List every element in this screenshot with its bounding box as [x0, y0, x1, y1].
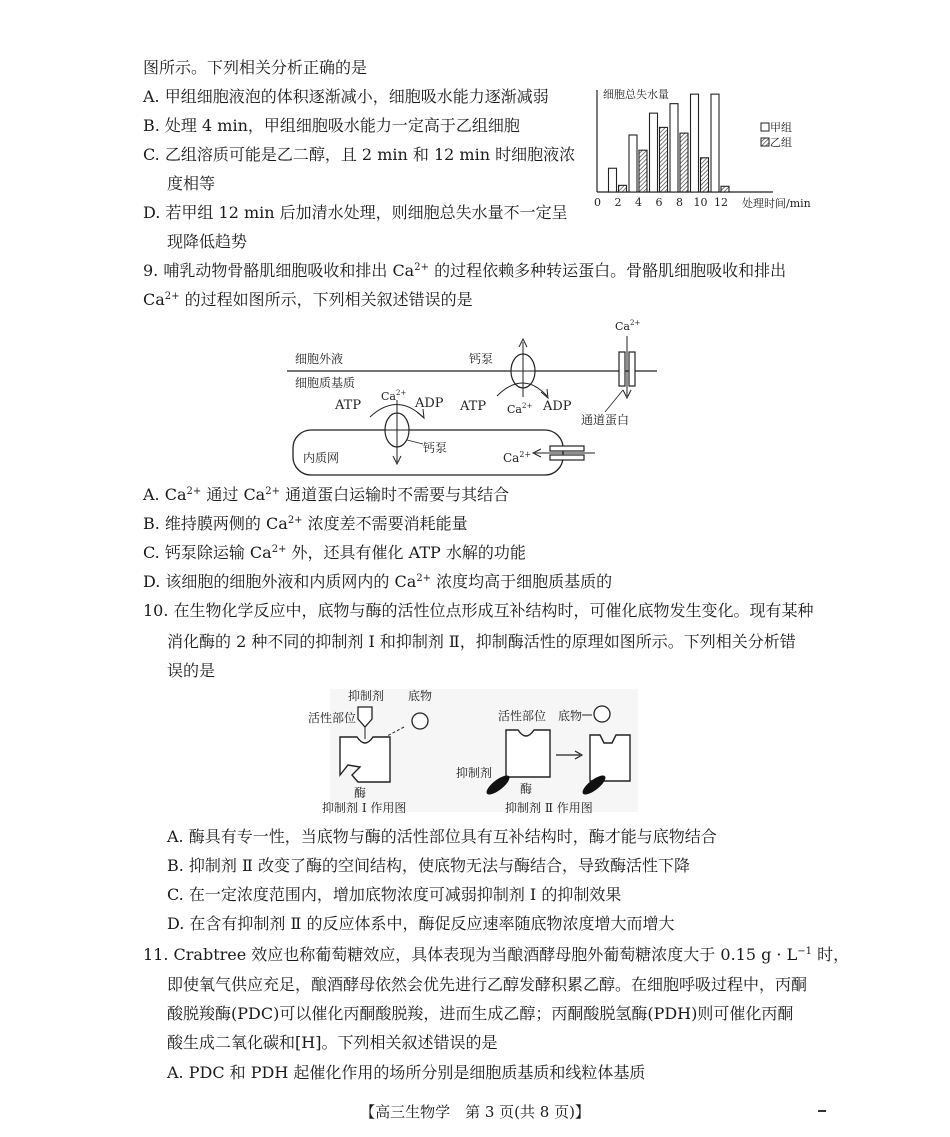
bar-jia-12 [711, 94, 719, 192]
calcium-channel-membrane [619, 352, 625, 386]
q8-option-c-line1: C. 乙组溶质可能是乙二醇，且 2 min 和 12 min 时细胞液浓 [143, 145, 576, 164]
q9-stem-line2: $Ca^{2+}$ 的过程如图所示，下列相关叙述错误的是 [143, 290, 473, 309]
enzyme-2-normal [506, 730, 550, 777]
q10-option-a: A. 酶具有专一性，当底物与酶的活性部位具有互补结构时，酶才能与底物结合 [167, 827, 717, 846]
x-tick-12: 12 [714, 196, 728, 209]
q10-option-d: D. 在含有抑制剂 Ⅱ 的反应体系中，酶促反应速率随底物浓度增大而增大 [167, 914, 675, 933]
page-footer: 【高三生物学 第 3 页(共 8 页)】 [360, 1103, 590, 1121]
x-tick-10: 10 [693, 196, 708, 209]
label-cytoplasm: 细胞质基质 [295, 376, 356, 390]
q10-option-b: B. 抑制剂 Ⅱ 改变了酶的空间结构，使底物无法与酶结合，导致酶活性下降 [167, 856, 690, 875]
q9-option-b: B. 维持膜两侧的 $Ca^{2+}$ 浓度差不需要消耗能量 [143, 514, 468, 533]
calcium-transport-diagram [285, 312, 665, 482]
q10-stem-line3: 误的是 [167, 661, 216, 680]
q11-stem-line3: 酸脱羧酶(PDC)可以催化丙酮酸脱羧，进而生成乙醇；丙酮酸脱氢酶(PDH)则可催化丙酮 [167, 1004, 794, 1023]
corner-mark [818, 1110, 826, 1112]
calcium-channel-er [550, 446, 584, 451]
substrate-2 [594, 706, 610, 722]
bar-yi-2 [619, 185, 627, 192]
legend-swatch-yi [761, 138, 769, 146]
atp-label-top: ATP [460, 399, 487, 414]
bar-jia-4 [629, 135, 637, 192]
label-extracellular: 细胞外液 [295, 352, 344, 366]
legend-label-jia: 甲组 [770, 121, 792, 134]
label-inhibitor-2: 抑制剂 [456, 766, 493, 780]
q8-option-c-line2: 度相等 [167, 174, 216, 193]
bar-yi-12 [721, 186, 729, 192]
bar-yi-4 [639, 150, 647, 192]
label-substrate-1: 底物 [408, 689, 433, 703]
ca-label-channel: $Ca^{2+}$ [615, 319, 641, 333]
bar-yi-6 [660, 127, 668, 192]
q9-stem-line1: 9. 哺乳动物骨骼肌细胞吸收和排出 $Ca^{2+}$ 的过程依赖多种转运蛋白。骨骼肌细胞吸收和排出 [143, 261, 787, 280]
x-tick-4: 4 [635, 196, 642, 209]
label-active-site-2: 活性部位 [498, 709, 547, 723]
q9-option-a: A. $Ca^{2+}$ 通过 $Ca^{2+}$ 通道蛋白运输时不需要与其结合 [143, 485, 510, 504]
bar-jia-6 [650, 113, 658, 192]
bar-yi-10 [701, 158, 709, 192]
label-er: 内质网 [303, 451, 340, 465]
q11-option-a: A. PDC 和 PDH 起催化作用的场所分别是细胞质基质和线粒体基质 [167, 1063, 646, 1082]
caption-inhibitor-1: 抑制剂 Ⅰ 作用图 [322, 801, 407, 815]
adp-label-er: ADP [415, 396, 444, 411]
x-tick-8: 8 [676, 196, 683, 209]
q11-stem-line2: 即使氧气供应充足，酿酒酵母依然会优先进行乙醇发酵积累乙醇。在细胞呼吸过程中，丙酮 [167, 975, 808, 994]
label-calcium-pump-er: 钙泵 [423, 441, 448, 455]
adp-label-top: ADP [543, 399, 572, 414]
q8-option-d-line1: D. 若甲组 12 min 后加清水处理，则细胞总失水量不一定呈 [143, 203, 568, 222]
q11-stem-line1: 11. Crabtree 效应也称葡萄糖效应，具体表现为当酿酒酵母胞外葡萄糖浓度大于 0.15 $g \cdot L^{-1}$ 时， [143, 945, 850, 964]
q8-option-b: B. 处理 4 min，甲组细胞吸水能力一定高于乙组细胞 [143, 116, 520, 135]
caption-inhibitor-2: 抑制剂 Ⅱ 作用图 [505, 801, 593, 815]
q10-option-c: C. 在一定浓度范围内，增加底物浓度可减弱抑制剂 Ⅰ 的抑制效果 [167, 885, 622, 904]
q11-stem-line4: 酸生成二氧化碳和[H]。下列相关叙述错误的是 [167, 1033, 498, 1052]
legend-label-yi: 乙组 [770, 136, 792, 149]
label-calcium-pump-top: 钙泵 [469, 352, 494, 366]
q8-stem-end: 图所示。下列相关分析正确的是 [143, 58, 368, 77]
x-tick-6: 6 [655, 196, 663, 209]
chart-x-label: 处理时间/min [742, 197, 811, 210]
label-enzyme-1: 酶 [354, 786, 367, 800]
label-inhibitor-1: 抑制剂 [348, 689, 385, 703]
x-tick-0: 0 [594, 196, 601, 209]
legend-swatch-jia [761, 123, 769, 131]
q9-option-d: D. 该细胞的细胞外液和内质网内的 $Ca^{2+}$ 浓度均高于细胞质基质的 [143, 572, 613, 591]
q10-stem-line2: 消化酶的 2 种不同的抑制剂 Ⅰ 和抑制剂 Ⅱ，抑制酶活性的原理如图所示。下列相关分析错 [167, 632, 796, 651]
chart-y-label: 细胞总失水量 [603, 88, 669, 101]
atp-label-er: ATP [335, 398, 362, 413]
q8-option-a: A. 甲组细胞液泡的体积逐渐减小，细胞吸水能力逐渐减弱 [143, 87, 549, 106]
enzyme-inhibitor-diagram [300, 685, 650, 820]
bar-jia-2 [609, 168, 617, 192]
q8-option-d-line2: 现降低趋势 [167, 232, 248, 251]
bar-yi-8 [680, 133, 688, 192]
q9-option-c: C. 钙泵除运输 $Ca^{2+}$ 外，还具有催化 ATP 水解的功能 [143, 543, 526, 562]
label-enzyme-2: 酶 [520, 782, 533, 796]
water-loss-bar-chart [585, 80, 835, 215]
bar-jia-10 [691, 94, 699, 192]
ca-label-er-channel: $Ca^{2+}$ [503, 450, 532, 465]
label-active-site-1: 活性部位 [308, 711, 357, 725]
substrate-1 [412, 713, 428, 729]
bar-jia-8 [670, 104, 678, 192]
ca-label-top-pump: $Ca^{2+}$ [507, 402, 533, 416]
label-channel-protein: 通道蛋白 [581, 413, 630, 427]
ca-label-er-pump: $Ca^{2+}$ [381, 389, 407, 403]
label-substrate-2: 底物 [558, 709, 583, 723]
q10-stem-line1: 10. 在生物化学反应中，底物与酶的活性位点形成互补结构时，可催化底物发生变化。现有某种 [143, 601, 814, 620]
x-tick-2: 2 [614, 196, 622, 209]
